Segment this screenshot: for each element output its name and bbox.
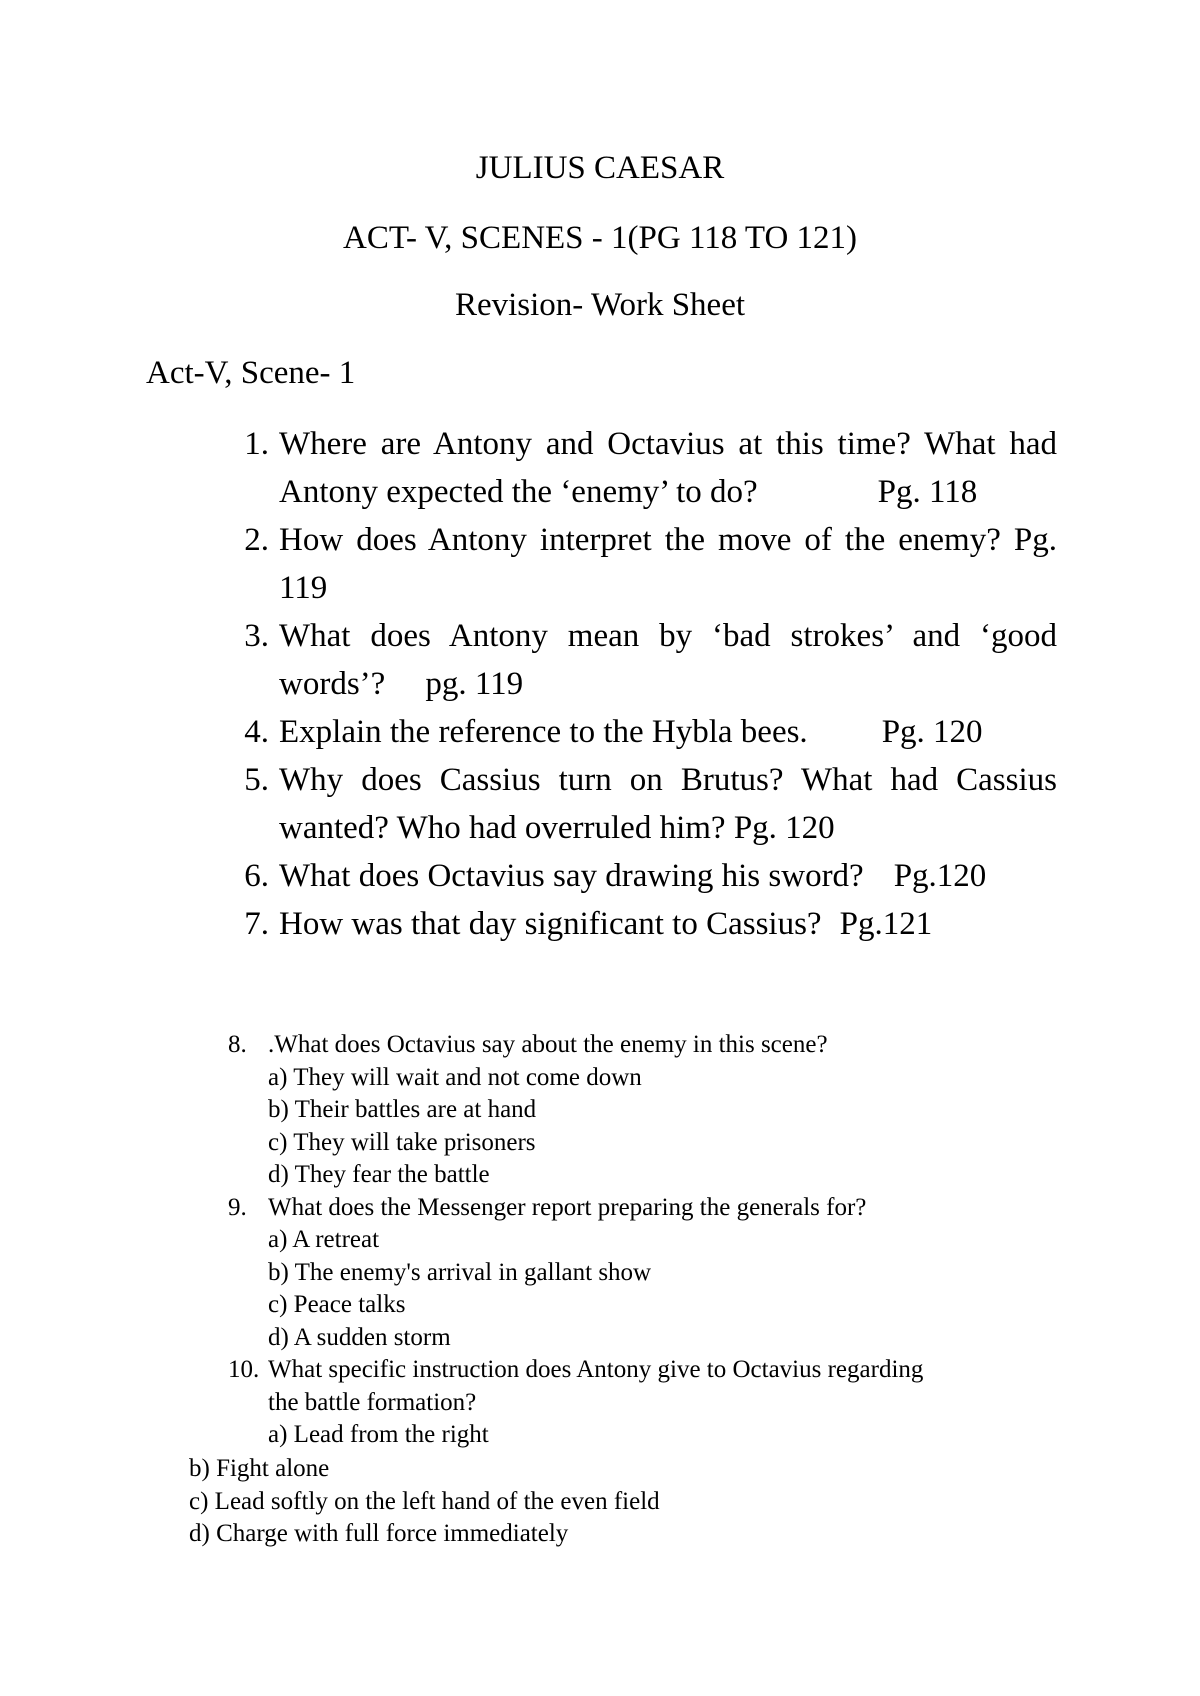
question-number: 8. bbox=[228, 1031, 247, 1058]
question-text: Why does Cassius turn on Brutus? What had Cassius wanted? Who had overruled him? Pg. 120 bbox=[279, 762, 1057, 846]
page-reference: Pg. 120 bbox=[881, 714, 983, 750]
page-reference: pg. 119 bbox=[425, 666, 524, 702]
answer-option: d) They fear the battle bbox=[268, 1161, 490, 1188]
list-item bbox=[225, 852, 1057, 900]
page-reference: Pg.120 bbox=[893, 858, 987, 894]
answer-option: d) A sudden storm bbox=[268, 1323, 451, 1351]
answer-option: c) They will take prisoners bbox=[268, 1128, 536, 1156]
mcq-question bbox=[228, 1192, 1108, 1225]
answer-option: d) Charge with full force immediately bbox=[189, 1520, 569, 1547]
list-item bbox=[225, 420, 1057, 516]
list-item bbox=[225, 516, 1057, 612]
list-item bbox=[225, 708, 1057, 756]
page-reference: Pg. 118 bbox=[877, 474, 978, 510]
mcq-question bbox=[228, 1029, 1108, 1062]
list-item bbox=[225, 900, 1057, 948]
question-text: Where are Antony and Octavius at this time? What had Antony expected the ‘enemy’ to do? Pg. 118 bbox=[279, 426, 1057, 510]
page-title: JULIUS CAESAR bbox=[475, 150, 725, 186]
multiple-choice-section bbox=[228, 1029, 1108, 1452]
question-text: How was that day significant to Cassius? Pg.121 bbox=[279, 906, 933, 942]
question-number: 7. bbox=[244, 906, 269, 942]
answer-option: b) Their battles are at hand bbox=[268, 1096, 537, 1123]
question-number: 3. bbox=[244, 618, 269, 654]
question-text: How does Antony interpret the move of the enemy? Pg. 119 bbox=[279, 522, 1058, 606]
question-text: What specific instruction does Antony give to Octavius regarding bbox=[268, 1356, 924, 1383]
answer-option: c) Peace talks bbox=[268, 1291, 406, 1318]
section-heading: Act-V, Scene- 1 bbox=[146, 355, 356, 391]
question-number: 9. bbox=[228, 1193, 247, 1221]
question-number: 5. bbox=[244, 762, 269, 798]
answer-option: a) A retreat bbox=[268, 1226, 380, 1253]
list-item bbox=[225, 756, 1057, 852]
worksheet-label: Revision- Work Sheet bbox=[454, 287, 746, 323]
answer-option: b) Fight alone bbox=[189, 1455, 330, 1482]
answer-option: a) They will wait and not come down bbox=[268, 1063, 642, 1091]
list-item bbox=[225, 612, 1057, 708]
question-number: 4. bbox=[244, 714, 269, 750]
outdented-options bbox=[189, 1453, 660, 1551]
page-reference: Pg. 120 bbox=[733, 810, 835, 846]
short-answer-list bbox=[225, 420, 1057, 948]
act-scene-subtitle: ACT- V, SCENES - 1(PG 118 TO 121) bbox=[342, 220, 858, 256]
answer-option: c) Lead softly on the left hand of the even field bbox=[189, 1487, 660, 1515]
question-number: 2. bbox=[244, 522, 269, 558]
question-text: .What does Octavius say about the enemy in this scene? bbox=[268, 1031, 828, 1058]
question-text: What does Octavius say drawing his sword? Pg.120 bbox=[279, 858, 987, 894]
question-text: What does the Messenger report preparing the generals for? bbox=[268, 1193, 867, 1221]
question-number: 6. bbox=[244, 858, 269, 894]
answer-option: a) Lead from the right bbox=[268, 1421, 489, 1448]
page-reference: Pg. 119 bbox=[279, 522, 1058, 606]
question-text: Explain the reference to the Hybla bees. Pg. 120 bbox=[279, 714, 983, 750]
mcq-question bbox=[228, 1354, 1108, 1387]
question-text: What does Antony mean by ‘bad strokes’ and ‘good words’? pg. 119 bbox=[279, 618, 1057, 702]
page-reference: Pg.121 bbox=[839, 906, 933, 942]
question-number: 10. bbox=[228, 1356, 260, 1383]
question-text-continued: the battle formation? bbox=[268, 1388, 477, 1416]
question-number: 1. bbox=[244, 426, 269, 462]
answer-option: b) The enemy's arrival in gallant show bbox=[268, 1258, 652, 1286]
